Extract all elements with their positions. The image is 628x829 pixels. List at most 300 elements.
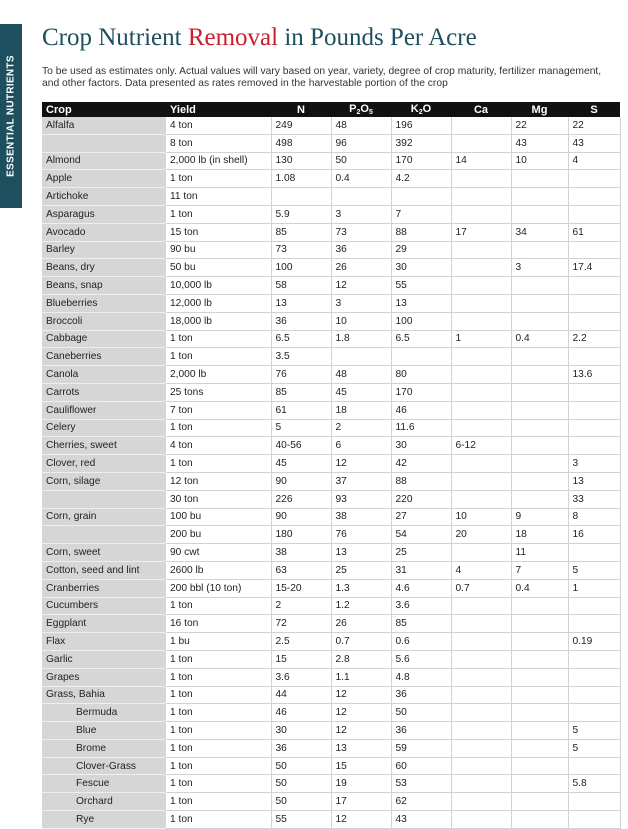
- cell-yield: 200 bu: [166, 526, 271, 544]
- cell-k2o: 27: [391, 508, 451, 526]
- cell-p2o5: 10: [331, 312, 391, 330]
- table-row: [42, 312, 620, 330]
- cell-ca: [451, 722, 511, 740]
- col-header-crop: Crop: [42, 102, 166, 117]
- table-row: [42, 188, 620, 206]
- cell-ca: [451, 668, 511, 686]
- table-row: [42, 597, 620, 615]
- cell-ca: 6-12: [451, 437, 511, 455]
- cell-n: 6.5: [271, 330, 331, 348]
- cell-s: [568, 668, 620, 686]
- cell-ca: [451, 650, 511, 668]
- cell-n: 3.6: [271, 668, 331, 686]
- cell-ca: [451, 348, 511, 366]
- cell-mg: 9: [511, 508, 568, 526]
- cell-crop: Cucumbers: [42, 597, 166, 615]
- cell-crop: Grapes: [42, 668, 166, 686]
- cell-yield: 1 ton: [166, 686, 271, 704]
- cell-crop: Artichoke: [42, 188, 166, 206]
- cell-p2o5: 1.2: [331, 597, 391, 615]
- table-body: [42, 117, 620, 828]
- cell-ca: [451, 597, 511, 615]
- cell-p2o5: 1.1: [331, 668, 391, 686]
- cell-n: 85: [271, 223, 331, 241]
- cell-ca: 20: [451, 526, 511, 544]
- cell-yield: 1 ton: [166, 419, 271, 437]
- cell-crop: Fescue: [42, 775, 166, 793]
- cell-p2o5: 1.3: [331, 579, 391, 597]
- cell-crop: Canola: [42, 366, 166, 384]
- cell-s: 33: [568, 490, 620, 508]
- cell-ca: [451, 259, 511, 277]
- cell-n: 90: [271, 472, 331, 490]
- cell-crop: Corn, grain: [42, 508, 166, 526]
- cell-n: 44: [271, 686, 331, 704]
- cell-p2o5: 17: [331, 793, 391, 811]
- cell-crop: Blue: [42, 722, 166, 740]
- cell-p2o5: 76: [331, 526, 391, 544]
- cell-k2o: 7: [391, 205, 451, 223]
- cell-ca: [451, 472, 511, 490]
- cell-ca: [451, 401, 511, 419]
- table-row: [42, 490, 620, 508]
- cell-n: 498: [271, 134, 331, 152]
- cell-k2o: 25: [391, 544, 451, 562]
- cell-p2o5: 12: [331, 686, 391, 704]
- cell-n: 2: [271, 597, 331, 615]
- table-row: [42, 455, 620, 473]
- cell-yield: 4 ton: [166, 117, 271, 134]
- table-row: [42, 668, 620, 686]
- cell-n: 45: [271, 455, 331, 473]
- cell-crop: Blueberries: [42, 294, 166, 312]
- cell-n: 15-20: [271, 579, 331, 597]
- cell-n: 13: [271, 294, 331, 312]
- table-row: [42, 348, 620, 366]
- cell-yield: 2,000 lb (in shell): [166, 152, 271, 170]
- table-row: [42, 633, 620, 651]
- cell-k2o: 3.6: [391, 597, 451, 615]
- cell-s: [568, 205, 620, 223]
- cell-s: 5: [568, 561, 620, 579]
- table-row: [42, 366, 620, 384]
- section-tab-label: ESSENTIAL NUTRIENTS: [5, 55, 17, 177]
- cell-mg: [511, 668, 568, 686]
- cell-k2o: 88: [391, 472, 451, 490]
- cell-yield: 1 ton: [166, 348, 271, 366]
- cell-p2o5: 96: [331, 134, 391, 152]
- cell-yield: 1 ton: [166, 739, 271, 757]
- cell-yield: 1 ton: [166, 793, 271, 811]
- cell-s: [568, 437, 620, 455]
- cell-n: [271, 188, 331, 206]
- cell-p2o5: 48: [331, 366, 391, 384]
- col-header-yield: Yield: [166, 102, 271, 117]
- cell-s: 5: [568, 739, 620, 757]
- table-row: [42, 223, 620, 241]
- cell-k2o: [391, 348, 451, 366]
- cell-n: 63: [271, 561, 331, 579]
- cell-k2o: 53: [391, 775, 451, 793]
- cell-crop: Cotton, seed and lint: [42, 561, 166, 579]
- cell-p2o5: 25: [331, 561, 391, 579]
- cell-s: [568, 401, 620, 419]
- cell-n: 15: [271, 650, 331, 668]
- cell-yield: 200 bbl (10 ton): [166, 579, 271, 597]
- cell-ca: 4: [451, 561, 511, 579]
- cell-s: [568, 383, 620, 401]
- cell-p2o5: 36: [331, 241, 391, 259]
- cell-k2o: 54: [391, 526, 451, 544]
- cell-ca: [451, 455, 511, 473]
- cell-crop: Beans, snap: [42, 277, 166, 295]
- cell-yield: 4 ton: [166, 437, 271, 455]
- title-part-2: in Pounds Per Acre: [278, 24, 477, 51]
- table-row: [42, 437, 620, 455]
- cell-p2o5: 2.8: [331, 650, 391, 668]
- cell-crop: Corn, silage: [42, 472, 166, 490]
- cell-ca: [451, 686, 511, 704]
- cell-n: 2.5: [271, 633, 331, 651]
- cell-ca: [451, 793, 511, 811]
- cell-n: 73: [271, 241, 331, 259]
- cell-ca: [451, 633, 511, 651]
- cell-s: [568, 686, 620, 704]
- cell-yield: 1 ton: [166, 722, 271, 740]
- cell-crop: Clover, red: [42, 455, 166, 473]
- cell-n: 226: [271, 490, 331, 508]
- cell-s: 5.8: [568, 775, 620, 793]
- cell-crop: Clover-Grass: [42, 757, 166, 775]
- cell-ca: [451, 383, 511, 401]
- cell-mg: [511, 597, 568, 615]
- cell-ca: [451, 811, 511, 829]
- cell-crop: Cabbage: [42, 330, 166, 348]
- cell-mg: [511, 633, 568, 651]
- cell-p2o5: 13: [331, 544, 391, 562]
- table-row: [42, 294, 620, 312]
- cell-mg: [511, 472, 568, 490]
- cell-crop: Eggplant: [42, 615, 166, 633]
- cell-mg: [511, 312, 568, 330]
- cell-n: 130: [271, 152, 331, 170]
- cell-yield: 1 ton: [166, 205, 271, 223]
- title-part-1: Crop Nutrient: [42, 24, 188, 51]
- table-row: [42, 117, 620, 134]
- cell-yield: 11 ton: [166, 188, 271, 206]
- table-row: [42, 544, 620, 562]
- cell-yield: 1 ton: [166, 170, 271, 188]
- cell-mg: 43: [511, 134, 568, 152]
- cell-yield: 1 ton: [166, 704, 271, 722]
- col-header-n: N: [271, 102, 331, 117]
- cell-s: [568, 757, 620, 775]
- cell-p2o5: 19: [331, 775, 391, 793]
- cell-k2o: 100: [391, 312, 451, 330]
- cell-s: 1: [568, 579, 620, 597]
- cell-yield: 50 bu: [166, 259, 271, 277]
- table-row: [42, 650, 620, 668]
- cell-mg: [511, 401, 568, 419]
- cell-mg: [511, 650, 568, 668]
- cell-mg: 0.4: [511, 579, 568, 597]
- cell-s: 3: [568, 455, 620, 473]
- cell-p2o5: 1.8: [331, 330, 391, 348]
- cell-crop: Corn, sweet: [42, 544, 166, 562]
- cell-k2o: 6.5: [391, 330, 451, 348]
- table-row: [42, 757, 620, 775]
- table-row: [42, 241, 620, 259]
- cell-yield: 16 ton: [166, 615, 271, 633]
- cell-crop: Cranberries: [42, 579, 166, 597]
- cell-n: 50: [271, 775, 331, 793]
- cell-s: [568, 650, 620, 668]
- cell-p2o5: 15: [331, 757, 391, 775]
- cell-yield: 15 ton: [166, 223, 271, 241]
- col-header-p2o5: $P_2O_5$: [331, 102, 391, 117]
- cell-p2o5: 0.7: [331, 633, 391, 651]
- cell-ca: [451, 294, 511, 312]
- cell-p2o5: 38: [331, 508, 391, 526]
- cell-p2o5: 13: [331, 739, 391, 757]
- table-row: [42, 508, 620, 526]
- table-row: [42, 277, 620, 295]
- cell-crop: Cauliflower: [42, 401, 166, 419]
- cell-mg: [511, 277, 568, 295]
- cell-yield: 10,000 lb: [166, 277, 271, 295]
- cell-k2o: 55: [391, 277, 451, 295]
- cell-p2o5: 0.4: [331, 170, 391, 188]
- cell-k2o: 4.8: [391, 668, 451, 686]
- cell-crop: Asparagus: [42, 205, 166, 223]
- cell-ca: [451, 188, 511, 206]
- cell-yield: 1 ton: [166, 650, 271, 668]
- cell-crop: Brome: [42, 739, 166, 757]
- cell-mg: [511, 757, 568, 775]
- cell-s: [568, 170, 620, 188]
- cell-p2o5: 37: [331, 472, 391, 490]
- cell-yield: 25 tons: [166, 383, 271, 401]
- cell-n: 61: [271, 401, 331, 419]
- cell-crop: [42, 134, 166, 152]
- cell-k2o: 60: [391, 757, 451, 775]
- cell-p2o5: 12: [331, 722, 391, 740]
- cell-k2o: 59: [391, 739, 451, 757]
- cell-p2o5: 12: [331, 455, 391, 473]
- cell-n: 38: [271, 544, 331, 562]
- cell-n: 36: [271, 739, 331, 757]
- cell-s: 2.2: [568, 330, 620, 348]
- cell-mg: [511, 793, 568, 811]
- cell-s: [568, 597, 620, 615]
- cell-ca: 1: [451, 330, 511, 348]
- cell-mg: 3: [511, 259, 568, 277]
- cell-n: 5: [271, 419, 331, 437]
- col-header-ca: Ca: [451, 102, 511, 117]
- cell-n: 249: [271, 117, 331, 134]
- cell-mg: [511, 455, 568, 473]
- cell-s: [568, 188, 620, 206]
- cell-s: [568, 615, 620, 633]
- cell-s: [568, 544, 620, 562]
- cell-s: [568, 241, 620, 259]
- cell-k2o: 85: [391, 615, 451, 633]
- section-tab: [0, 24, 22, 208]
- cell-s: 0.19: [568, 633, 620, 651]
- cell-s: 13: [568, 472, 620, 490]
- cell-s: [568, 348, 620, 366]
- cell-k2o: 11.6: [391, 419, 451, 437]
- cell-p2o5: 6: [331, 437, 391, 455]
- table-row: [42, 170, 620, 188]
- cell-yield: 1 ton: [166, 757, 271, 775]
- cell-ca: [451, 170, 511, 188]
- col-header-k2o: $K_2O$: [391, 102, 451, 117]
- cell-n: 58: [271, 277, 331, 295]
- cell-n: 1.08: [271, 170, 331, 188]
- cell-s: 16: [568, 526, 620, 544]
- cell-mg: [511, 366, 568, 384]
- cell-mg: [511, 383, 568, 401]
- table-row: [42, 793, 620, 811]
- cell-p2o5: 73: [331, 223, 391, 241]
- cell-k2o: 36: [391, 686, 451, 704]
- cell-yield: 1 ton: [166, 455, 271, 473]
- cell-s: 4: [568, 152, 620, 170]
- cell-k2o: 392: [391, 134, 451, 152]
- cell-s: [568, 793, 620, 811]
- cell-mg: [511, 686, 568, 704]
- cell-k2o: 80: [391, 366, 451, 384]
- cell-s: [568, 811, 620, 829]
- cell-crop: Caneberries: [42, 348, 166, 366]
- cell-mg: [511, 241, 568, 259]
- cell-k2o: 62: [391, 793, 451, 811]
- table-row: [42, 579, 620, 597]
- cell-mg: 34: [511, 223, 568, 241]
- cell-k2o: 30: [391, 259, 451, 277]
- cell-p2o5: [331, 348, 391, 366]
- table-row: [42, 330, 620, 348]
- cell-mg: 22: [511, 117, 568, 134]
- cell-n: 76: [271, 366, 331, 384]
- cell-n: 3.5: [271, 348, 331, 366]
- cell-mg: [511, 775, 568, 793]
- cell-p2o5: 18: [331, 401, 391, 419]
- cell-ca: 0.7: [451, 579, 511, 597]
- table-row: [42, 739, 620, 757]
- cell-crop: Carrots: [42, 383, 166, 401]
- cell-ca: 10: [451, 508, 511, 526]
- cell-s: [568, 277, 620, 295]
- cell-crop: Orchard: [42, 793, 166, 811]
- table-row: [42, 615, 620, 633]
- table-row: [42, 704, 620, 722]
- cell-mg: [511, 722, 568, 740]
- intro-paragraph: To be used as estimates only. Actual values will vary based on year, variety, degree of crop maturity, fertilizer management, and other factors. Data presented as rates removed in the harvestable portion of the crop: [42, 66, 602, 89]
- cell-crop: Barley: [42, 241, 166, 259]
- cell-crop: Almond: [42, 152, 166, 170]
- cell-ca: [451, 775, 511, 793]
- cell-yield: 8 ton: [166, 134, 271, 152]
- cell-s: 43: [568, 134, 620, 152]
- cell-crop: Garlic: [42, 650, 166, 668]
- col-header-s: S: [568, 102, 620, 117]
- cell-p2o5: 3: [331, 205, 391, 223]
- cell-s: 8: [568, 508, 620, 526]
- cell-ca: [451, 134, 511, 152]
- cell-ca: [451, 205, 511, 223]
- cell-k2o: 31: [391, 561, 451, 579]
- cell-n: 180: [271, 526, 331, 544]
- cell-n: 46: [271, 704, 331, 722]
- cell-yield: 1 ton: [166, 811, 271, 829]
- cell-p2o5: 12: [331, 277, 391, 295]
- cell-yield: 2,000 lb: [166, 366, 271, 384]
- cell-n: 5.9: [271, 205, 331, 223]
- cell-mg: 0.4: [511, 330, 568, 348]
- table-row: [42, 259, 620, 277]
- cell-p2o5: [331, 188, 391, 206]
- cell-yield: 100 bu: [166, 508, 271, 526]
- cell-ca: [451, 490, 511, 508]
- cell-mg: [511, 170, 568, 188]
- cell-yield: 12 ton: [166, 472, 271, 490]
- cell-mg: [511, 615, 568, 633]
- table-row: [42, 205, 620, 223]
- cell-crop: Celery: [42, 419, 166, 437]
- table-row: [42, 775, 620, 793]
- cell-yield: 1 ton: [166, 668, 271, 686]
- cell-s: 61: [568, 223, 620, 241]
- cell-mg: [511, 704, 568, 722]
- cell-k2o: 36: [391, 722, 451, 740]
- cell-mg: [511, 419, 568, 437]
- cell-n: 30: [271, 722, 331, 740]
- cell-p2o5: 93: [331, 490, 391, 508]
- cell-s: [568, 294, 620, 312]
- cell-k2o: 30: [391, 437, 451, 455]
- cell-crop: Cherries, sweet: [42, 437, 166, 455]
- cell-n: 55: [271, 811, 331, 829]
- cell-n: 40-56: [271, 437, 331, 455]
- cell-ca: [451, 704, 511, 722]
- cell-ca: [451, 757, 511, 775]
- cell-crop: Broccoli: [42, 312, 166, 330]
- nutrient-table: [42, 102, 621, 829]
- cell-k2o: 50: [391, 704, 451, 722]
- cell-n: 85: [271, 383, 331, 401]
- cell-mg: [511, 490, 568, 508]
- cell-mg: [511, 188, 568, 206]
- cell-k2o: 0.6: [391, 633, 451, 651]
- cell-p2o5: 2: [331, 419, 391, 437]
- cell-crop: Rye: [42, 811, 166, 829]
- cell-k2o: 46: [391, 401, 451, 419]
- cell-yield: 1 ton: [166, 330, 271, 348]
- table-row: [42, 472, 620, 490]
- cell-s: [568, 312, 620, 330]
- cell-mg: [511, 811, 568, 829]
- cell-k2o: 88: [391, 223, 451, 241]
- cell-yield: 1 ton: [166, 597, 271, 615]
- cell-k2o: 220: [391, 490, 451, 508]
- cell-mg: [511, 205, 568, 223]
- cell-mg: [511, 739, 568, 757]
- table-row: [42, 811, 620, 829]
- cell-ca: [451, 615, 511, 633]
- cell-n: 100: [271, 259, 331, 277]
